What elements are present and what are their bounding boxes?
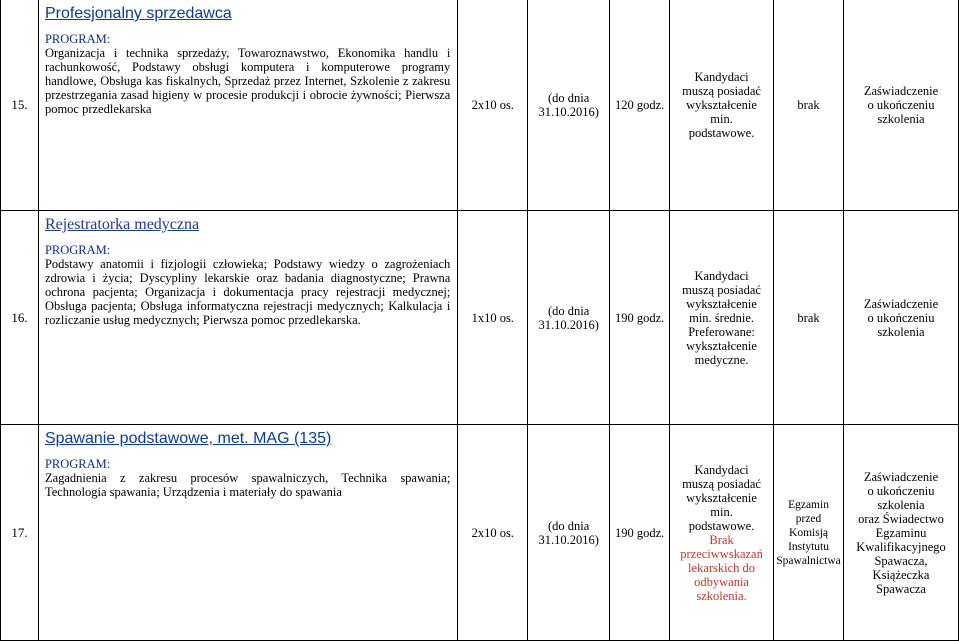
certificate-line: o ukończeniu <box>867 98 935 112</box>
exam: brak <box>774 211 844 425</box>
deadline <box>528 0 610 211</box>
deadline-line2: 31.10.2016) <box>538 532 599 547</box>
certificate-line: Egzaminu <box>875 525 927 540</box>
requirements-note-line: odbywania <box>694 574 749 589</box>
certificate-line: oraz Świadectwo <box>858 511 944 526</box>
exam-line: Instytutu <box>788 540 829 553</box>
deadline-line2: 31.10.2016) <box>538 105 599 119</box>
requirements-line: podstawowe. <box>688 518 755 533</box>
certificate-line: Spawacza, <box>874 553 928 568</box>
certificate-line: Kwalifikacyjnego <box>856 539 946 554</box>
participants: 2x10 os. <box>458 425 528 641</box>
requirements-line: wykształcenie <box>686 338 757 353</box>
requirements-line: Kandydaci <box>694 70 749 84</box>
requirements-line: muszą posiadać <box>682 84 761 98</box>
hours: 190 godz. <box>610 425 670 641</box>
course-description <box>38 211 457 425</box>
course-title: Rejestratorka medyczna <box>44 216 200 233</box>
requirements <box>670 211 774 425</box>
row-number: 15. <box>1 0 39 211</box>
requirements-note-line: przeciwwskazań <box>680 546 763 561</box>
program-text: Podstawy anatomii i fizjologii człowieka; Podstawy wiedzy o zagrożeniach zdrowia i życia; Dyscypliny lekarskie oraz badania diagnostyczne; Prawna ochrona pacjenta; Organizacja i dokumentacja pracy rejestracji medycznej; Obsługa pacjenta; Obsługa informatyczna rejestracji medycznych; Kalkulacja i rozliczanie usług medycznych; Pierwsza pomoc przedlekarska. <box>44 257 451 327</box>
certificate-line: szkolenia <box>877 324 925 339</box>
deadline-line2: 31.10.2016) <box>538 317 599 332</box>
table-row <box>1 0 959 211</box>
exam-line: przed <box>795 512 822 525</box>
certificate <box>844 425 959 641</box>
table-row <box>1 425 959 641</box>
table-row <box>1 211 959 425</box>
course-description <box>38 425 457 641</box>
requirements-line: Kandydaci <box>694 462 749 477</box>
certificate-line: Spawacza <box>876 581 926 596</box>
participants: 2x10 os. <box>458 0 528 211</box>
exam-line: Spawalnictwa <box>776 554 841 567</box>
course-title: Spawanie podstawowe, met. MAG (135) <box>44 430 332 447</box>
requirements-note-line: szkolenia. <box>696 588 747 603</box>
requirements-line: podstawowe. <box>688 126 755 140</box>
requirements-line: medyczne. <box>694 352 749 367</box>
program-label: PROGRAM: <box>44 243 111 257</box>
certificate <box>844 0 959 211</box>
certificate-line: szkolenia <box>877 112 925 126</box>
program-label: PROGRAM: <box>44 457 111 471</box>
requirements-line: min. średnie. <box>689 310 755 325</box>
certificate-line: Zaświadczenie <box>863 469 939 484</box>
requirements-line: muszą posiadać <box>682 476 761 491</box>
course-description <box>38 0 457 211</box>
deadline <box>528 211 610 425</box>
program-text: Zagadnienia z zakresu procesów spawalniczych, Technika spawania; Technologia spawania; Urządzenia i materiały do spawania <box>44 471 451 499</box>
requirements-note-line: lekarskich do <box>688 560 756 575</box>
course-title: Profesjonalny sprzedawca <box>44 5 232 22</box>
deadline-line1: (do dnia <box>548 303 590 318</box>
requirements-line: Preferowane: <box>688 324 755 339</box>
certificate <box>844 211 959 425</box>
requirements-line: wykształcenie <box>686 490 757 505</box>
hours: 120 godz. <box>610 0 670 211</box>
exam-line: Komisją <box>789 526 829 539</box>
certificate-line: szkolenia <box>877 497 925 512</box>
requirements <box>670 0 774 211</box>
participants: 1x10 os. <box>458 211 528 425</box>
hours: 190 godz. <box>610 211 670 425</box>
requirements-line: muszą posiadać <box>682 282 761 297</box>
requirements-line: min. <box>710 504 733 519</box>
certificate-line: o ukończeniu <box>867 483 935 498</box>
requirements-line: wykształcenie <box>686 98 757 112</box>
certificate-line: Zaświadczenie <box>863 84 939 98</box>
program-label: PROGRAM: <box>44 32 111 46</box>
certificate-line: Zaświadczenie <box>863 296 939 311</box>
deadline <box>528 425 610 641</box>
requirements-line: wykształcenie <box>686 296 757 311</box>
exam: brak <box>774 0 844 211</box>
requirements-note-line: Brak <box>709 532 734 547</box>
exam <box>774 425 844 641</box>
requirements-line: min. <box>710 112 733 126</box>
requirements <box>670 425 774 641</box>
row-number: 16. <box>1 211 39 425</box>
certificate-line: o ukończeniu <box>867 310 935 325</box>
exam-line: Egzamin <box>788 498 829 511</box>
deadline-line1: (do dnia <box>548 518 590 533</box>
program-text: Organizacja i technika sprzedaży, Towaroznawstwo, Ekonomika handlu i rachunkowość, Podstawy obsługi komputera i komputerowe programy handlowe, Obsługa kas fiskalnych, Sprzedaż przez Internet, Szkolenie z zakresu przestrzegania zasad higieny w procesie produkcji i obrocie żywności; Pierwsza pomoc przedlekarska <box>44 46 451 116</box>
row-number: 17. <box>1 425 39 641</box>
deadline-line1: (do dnia <box>548 91 590 105</box>
requirements-line: Kandydaci <box>694 268 749 283</box>
certificate-line: Książeczka <box>872 567 930 582</box>
